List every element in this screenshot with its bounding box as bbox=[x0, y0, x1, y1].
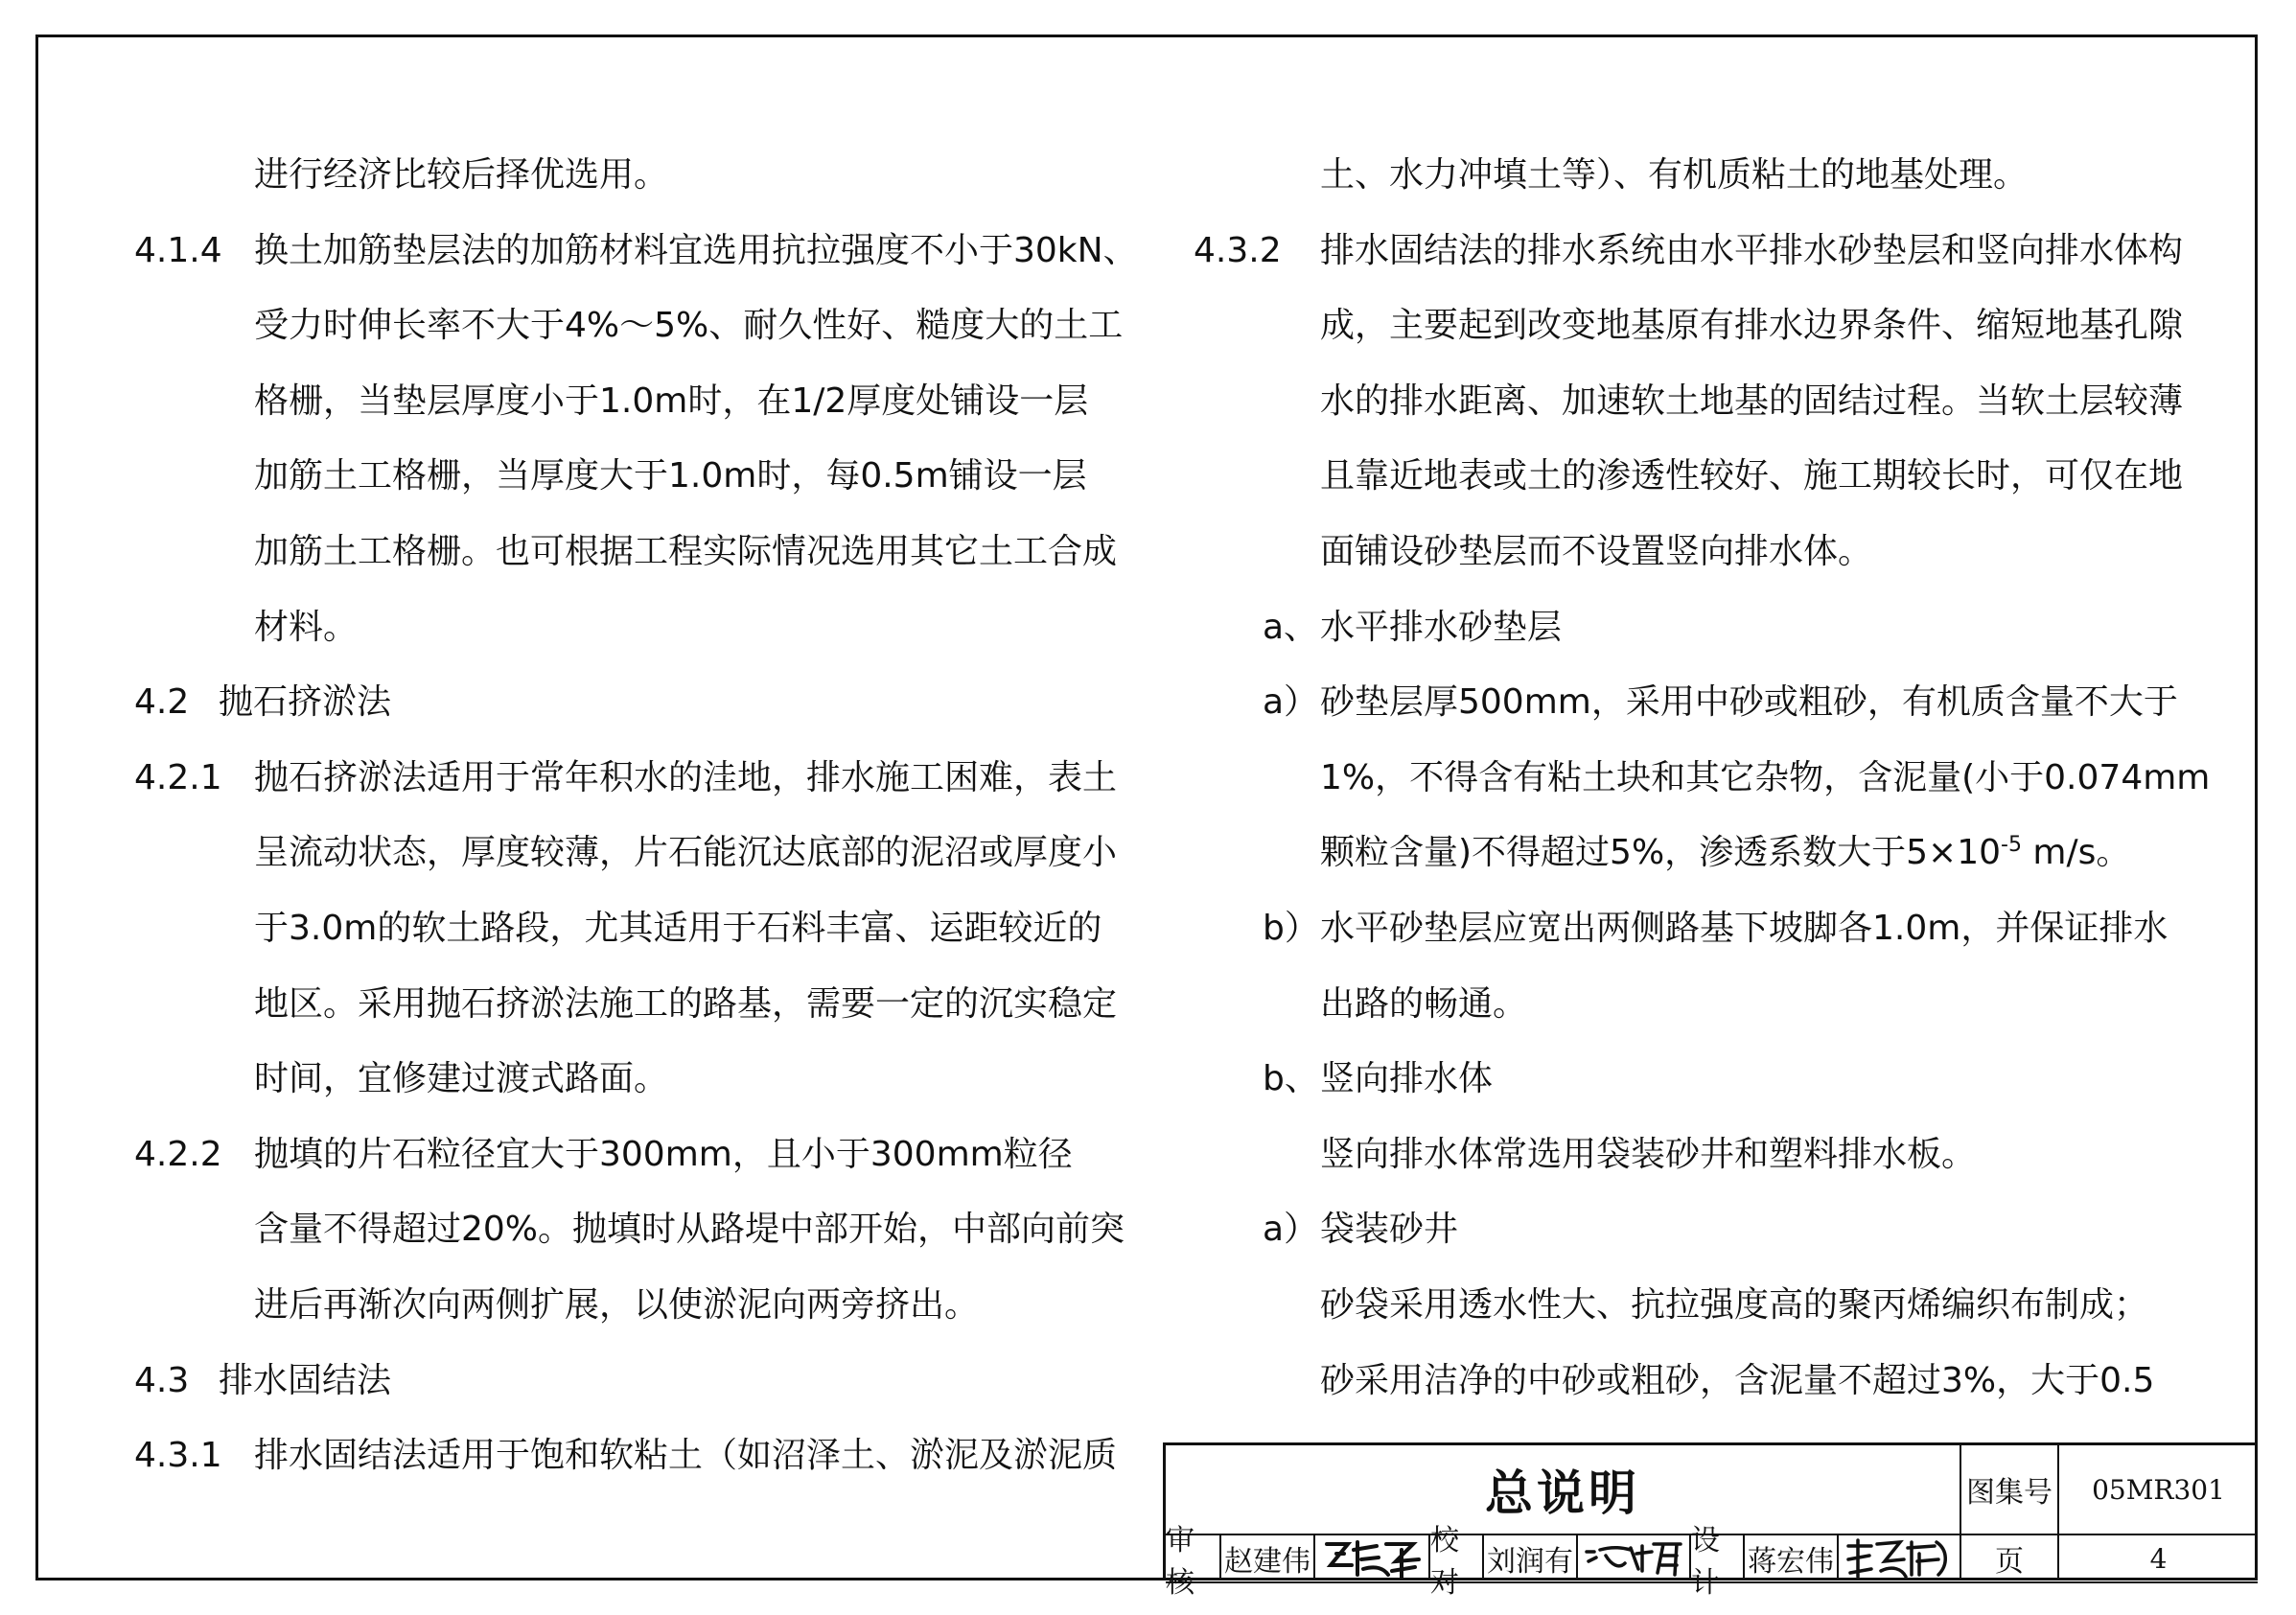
text-line bbox=[134, 381, 1170, 461]
clause-number: 4.2 bbox=[134, 682, 190, 723]
line-text: 成，主要起到改变地基原有排水边界条件、缩短地基孔隙 bbox=[1320, 306, 2184, 346]
line-text: 加筋土工格栅，当厚度大于1.0m时，每0.5m铺设一层 bbox=[254, 456, 1087, 496]
title-block bbox=[1163, 1442, 2258, 1600]
item-marker: b） bbox=[1263, 908, 1319, 948]
reviewer-cell bbox=[1221, 1535, 1313, 1581]
text-line bbox=[134, 757, 1170, 838]
text-line bbox=[134, 155, 1170, 235]
line-text: 砂袋采用透水性大、抗拉强度高的聚丙烯编织布制成； bbox=[1320, 1284, 2149, 1325]
line-text: 地区。采用抛石挤淤法施工的路基，需要一定的沉实稳定 bbox=[254, 983, 1118, 1024]
designer-signature-icon bbox=[1843, 1536, 1956, 1580]
text-line bbox=[134, 456, 1170, 536]
atlas-number-cell bbox=[2059, 1445, 2258, 1534]
line-text: 呈流动状态，厚度较薄，片石能沉达底部的泥沼或厚度小 bbox=[254, 833, 1118, 873]
text-line bbox=[134, 1284, 1170, 1365]
text-line bbox=[1194, 381, 2229, 461]
line-text: 于3.0m的软土路段，尤其适用于石料丰富、运距较近的 bbox=[254, 908, 1102, 948]
clause-number: 4.3.2 bbox=[1194, 230, 1282, 270]
review-label-cell bbox=[1166, 1524, 1219, 1600]
text-line bbox=[1194, 1284, 2229, 1365]
text-line bbox=[1194, 1210, 2229, 1289]
checker-signature-icon bbox=[1581, 1536, 1686, 1580]
line-text-wrap bbox=[1320, 1134, 1977, 1174]
text-line bbox=[134, 1436, 1170, 1515]
line-text-wrap bbox=[1320, 1059, 1494, 1099]
line-text-tail: m/s。 bbox=[2021, 833, 2131, 873]
line-text-wrap bbox=[1320, 155, 2029, 195]
line-text-wrap bbox=[1320, 833, 2131, 873]
line-text-wrap bbox=[1320, 1360, 2155, 1400]
section-heading: 排水固结法 bbox=[219, 1360, 392, 1400]
item-marker: b、 bbox=[1263, 1059, 1319, 1099]
line-text-wrap bbox=[1320, 607, 1563, 647]
line-text: 时间，宜修建过渡式路面。 bbox=[254, 1059, 669, 1099]
text-line bbox=[134, 1134, 1170, 1214]
item-marker: a） bbox=[1263, 1210, 1319, 1250]
line-text-wrap bbox=[1320, 1210, 1459, 1250]
reviewer-signature-cell bbox=[1315, 1535, 1428, 1581]
line-text: 换土加筋垫层法的加筋材料宜选用抗拉强度不小于30kN、 bbox=[254, 230, 1138, 270]
designer-cell bbox=[1745, 1535, 1837, 1581]
text-line bbox=[1194, 1134, 2229, 1214]
text-line bbox=[134, 607, 1170, 687]
line-text: 排水固结法适用于饱和软粘土（如沼泽土、淤泥及淤泥质 bbox=[254, 1436, 1118, 1476]
line-text: 且靠近地表或土的渗透性较好、施工期较长时，可仅在地 bbox=[1320, 456, 2184, 496]
text-line bbox=[1194, 1059, 2229, 1139]
clause-number: 4.2.2 bbox=[134, 1134, 222, 1174]
clause-number: 4.1.4 bbox=[134, 230, 222, 270]
line-text: 竖向排水体常选用袋装砂井和塑料排水板。 bbox=[1320, 1134, 1977, 1174]
text-line bbox=[1194, 230, 2229, 311]
design-label: 设计 bbox=[1691, 1524, 1720, 1600]
design-label-cell bbox=[1691, 1524, 1743, 1600]
line-text-wrap bbox=[1320, 757, 2211, 797]
text-line bbox=[134, 1360, 1170, 1441]
line-text-wrap bbox=[1320, 306, 2184, 346]
line-text: 受力时伸长率不大于4%～5%、耐久性好、糙度大的土工 bbox=[254, 306, 1124, 346]
clause-number: 4.2.1 bbox=[134, 757, 222, 797]
text-line bbox=[1194, 682, 2229, 762]
page-number: 4 bbox=[2149, 1542, 2168, 1575]
line-text: 面铺设砂垫层而不设置竖向排水体。 bbox=[1320, 531, 1873, 571]
line-text: 竖向排水体 bbox=[1320, 1059, 1494, 1099]
line-text: 抛石挤淤法适用于常年积水的洼地，排水施工困难，表土 bbox=[254, 757, 1118, 797]
text-line bbox=[1194, 456, 2229, 536]
line-text: 进后再渐次向两侧扩展，以使淤泥向两旁挤出。 bbox=[254, 1284, 980, 1325]
text-line bbox=[1194, 983, 2229, 1064]
text-line bbox=[1194, 155, 2229, 235]
drawing-title: 总说明 bbox=[1485, 1465, 1640, 1521]
text-line bbox=[134, 1210, 1170, 1289]
item-marker: a、 bbox=[1263, 607, 1319, 647]
text-line bbox=[134, 306, 1170, 385]
review-label: 审核 bbox=[1166, 1524, 1194, 1600]
line-text: 材料。 bbox=[254, 607, 359, 647]
text-line bbox=[1194, 833, 2229, 912]
line-text-wrap bbox=[1320, 381, 2184, 421]
reviewer-name: 赵建伟 bbox=[1224, 1545, 1310, 1579]
page-label: 页 bbox=[1995, 1545, 2024, 1579]
line-text: 水的排水距离、加速软土地基的固结过程。当软土层较薄 bbox=[1320, 381, 2184, 421]
item-marker: a） bbox=[1263, 682, 1319, 723]
line-text: 出路的畅通。 bbox=[1320, 983, 1528, 1024]
line-text: 土、水力冲填土等）、有机质粘土的地基处理。 bbox=[1320, 155, 2029, 195]
section-heading: 抛石挤淤法 bbox=[219, 682, 392, 723]
text-line bbox=[134, 833, 1170, 912]
check-label: 校对 bbox=[1430, 1524, 1459, 1600]
line-text-wrap bbox=[1320, 1284, 2149, 1325]
line-text: 砂采用洁净的中砂或粗砂，含泥量不超过3%，大于0.5 bbox=[1320, 1360, 2155, 1400]
clause-number: 4.3 bbox=[134, 1360, 190, 1400]
drawing-title-cell bbox=[1166, 1445, 1960, 1534]
line-text: 水平排水砂垫层 bbox=[1320, 607, 1563, 647]
atlas-label: 图集号 bbox=[1966, 1476, 2052, 1510]
page-number-cell bbox=[2059, 1535, 2258, 1581]
reviewer-signature-icon bbox=[1319, 1536, 1425, 1580]
line-text-wrap bbox=[1320, 682, 2178, 723]
text-line bbox=[1194, 757, 2229, 838]
text-line bbox=[1194, 607, 2229, 687]
text-line bbox=[1194, 306, 2229, 385]
line-text: 排水固结法的排水系统由水平排水砂垫层和竖向排水体构 bbox=[1320, 230, 2184, 270]
text-line bbox=[1194, 531, 2229, 611]
line-text: 格栅，当垫层厚度小于1.0m时，在1/2厚度处铺设一层 bbox=[254, 381, 1089, 421]
line-text: 砂垫层厚500mm，采用中砂或粗砂，有机质含量不大于 bbox=[1320, 682, 2178, 723]
line-text-wrap bbox=[1320, 456, 2184, 496]
atlas-label-cell bbox=[1961, 1445, 2057, 1534]
check-label-cell bbox=[1430, 1524, 1482, 1600]
line-text: 袋装砂井 bbox=[1320, 1210, 1459, 1250]
page-label-cell bbox=[1961, 1535, 2057, 1581]
text-line bbox=[134, 983, 1170, 1064]
atlas-number: 05MR301 bbox=[2092, 1473, 2225, 1506]
line-text: 1%，不得含有粘土块和其它杂物，含泥量(小于0.074mm bbox=[1320, 757, 2211, 797]
exponent: -5 bbox=[2001, 833, 2022, 858]
line-text-wrap bbox=[1320, 531, 1873, 571]
left-text-column bbox=[134, 155, 1170, 1515]
text-line bbox=[134, 1059, 1170, 1139]
text-line bbox=[134, 230, 1170, 311]
text-line bbox=[134, 682, 1170, 762]
text-line bbox=[134, 908, 1170, 988]
line-text: 加筋土工格栅。也可根据工程实际情况选用其它土工合成 bbox=[254, 531, 1118, 571]
line-text-wrap bbox=[1320, 230, 2184, 270]
checker-signature-cell bbox=[1578, 1535, 1689, 1581]
text-line bbox=[1194, 908, 2229, 988]
line-text: 颗粒含量)不得超过5%，渗透系数大于5×10 bbox=[1320, 833, 2002, 873]
line-text-wrap bbox=[1320, 908, 2168, 948]
checker-cell bbox=[1484, 1535, 1576, 1581]
line-text: 水平砂垫层应宽出两侧路基下坡脚各1.0m，并保证排水 bbox=[1320, 908, 2168, 948]
line-text: 抛填的片石粒径宜大于300mm，且小于300mm粒径 bbox=[254, 1134, 1073, 1174]
line-text-wrap bbox=[1320, 983, 1528, 1024]
line-text: 含量不得超过20%。抛填时从路堤中部开始，中部向前突 bbox=[254, 1210, 1125, 1250]
checker-name: 刘润有 bbox=[1487, 1545, 1573, 1579]
designer-name: 蒋宏伟 bbox=[1748, 1545, 1834, 1579]
right-text-column bbox=[1194, 155, 2229, 1440]
text-line bbox=[134, 531, 1170, 611]
designer-signature-cell bbox=[1839, 1535, 1960, 1581]
clause-number: 4.3.1 bbox=[134, 1436, 222, 1476]
text-line bbox=[1194, 1360, 2229, 1441]
line-text: 进行经济比较后择优选用。 bbox=[254, 155, 669, 195]
